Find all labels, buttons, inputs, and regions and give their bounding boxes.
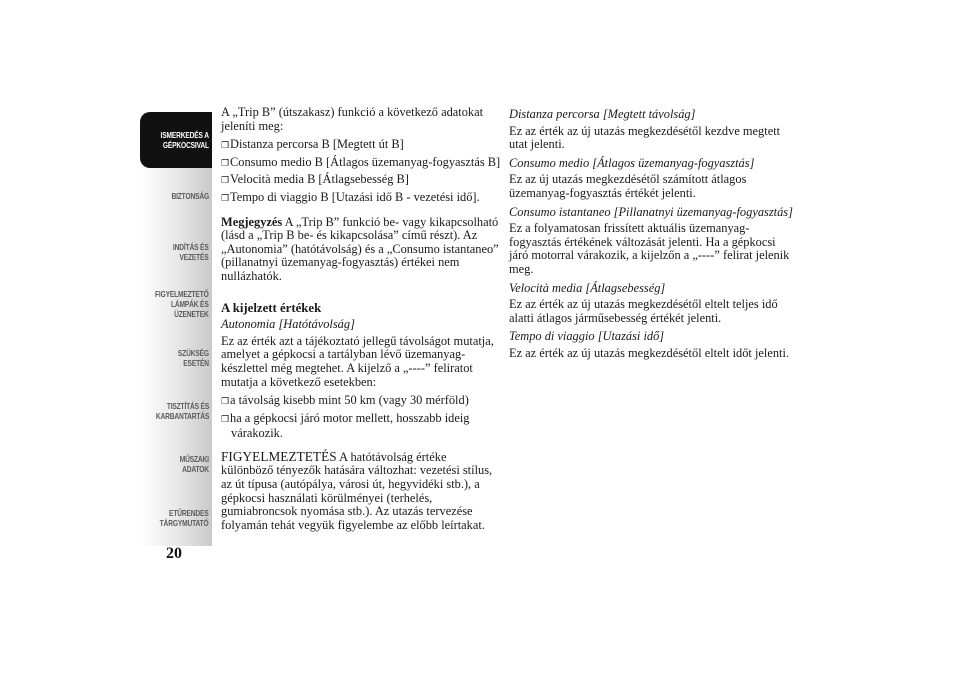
- tab-figyelmezteto[interactable]: [140, 274, 212, 334]
- note-paragraph: [221, 216, 501, 284]
- list-item: [221, 156, 501, 172]
- item-title: Velocità media [Átlagsebesség]: [509, 280, 666, 295]
- list-item: [221, 412, 501, 441]
- tab-inditas[interactable]: [140, 224, 212, 280]
- tab-biztonsag[interactable]: [140, 168, 212, 224]
- tab-label: ISMERKEDÉS A GÉPKOCSIVAL: [160, 130, 209, 150]
- page-number: 20: [166, 545, 182, 562]
- checkbox-bullet-icon: ❒: [221, 414, 230, 425]
- left-column: [221, 106, 501, 532]
- note-label: Megjegyzés: [221, 214, 283, 229]
- tab-ismerkedes[interactable]: [140, 112, 212, 168]
- tab-targymutato[interactable]: [140, 490, 212, 546]
- list-item: [221, 138, 501, 154]
- note-text: A „Trip B” funkció be- vagy kikapcsolható (lásd a „Trip B be- és kikapcsolása” című részt). Az „Autonomia” (hatótávolság) és a „Consumo istantaneo” (pillanatnyi üzemanyag-fogyasztás) értékei nem nullázhatók.: [221, 214, 499, 283]
- checkbox-bullet-icon: ❒: [221, 158, 230, 169]
- tab-szukseg[interactable]: [140, 330, 212, 386]
- list-item-text: Distanza percorsa B [Megtett út B]: [230, 137, 404, 152]
- checkbox-bullet-icon: ❒: [221, 141, 230, 152]
- warning-paragraph: [221, 450, 501, 533]
- item-text: Ez az érték az új utazás megkezdésétől eltelt időt jelenti.: [509, 345, 790, 360]
- item-title: Distanza percorsa [Megtett távolság]: [509, 107, 696, 121]
- item-title: Consumo istantaneo [Pillanatnyi üzemanyag-fogyasztás]: [509, 204, 793, 219]
- tab-label: SZÜKSÉG ESETÉN: [177, 348, 209, 368]
- list-item-text: Consumo medio B [Átlagos üzemanyag-fogyasztás B]: [230, 154, 501, 169]
- list-item: [221, 191, 501, 207]
- tab-tisztitas[interactable]: [140, 383, 212, 439]
- item-text: Ez az érték az új utazás megkezdésétől kezdve megtett utat jelenti.: [509, 123, 781, 152]
- tab-label: BIZTONSÁG: [171, 191, 209, 201]
- checkbox-bullet-icon: ❒: [221, 397, 230, 408]
- item-text: Ez a folyamatosan frissített aktuális üzemanyag-fogyasztás értékének változását jelenti. Ha a gépkocsi járó motorral várakozik, a kijelzőn a „----” felirat jelenik meg.: [509, 221, 790, 276]
- item-title: Consumo medio [Átlagos üzemanyag-fogyasztás]: [509, 155, 755, 170]
- list-item-text: Tempo di viaggio B [Utazási idő B - vezetési idő].: [230, 189, 480, 204]
- section-heading: A kijelzett értékek: [221, 300, 322, 315]
- tab-label: INDÍTÁS ÉS VEZETÉS: [173, 242, 209, 262]
- list-item: [221, 173, 501, 189]
- tab-label: ETŰRENDES TÁRGYMUTATÓ: [160, 508, 209, 528]
- tab-label: MŰSZAKI ADATOK: [179, 454, 209, 474]
- tab-muszaki[interactable]: [140, 436, 212, 492]
- list-item-text: a távolság kisebb mint 50 km (vagy 30 mérföld): [230, 393, 469, 408]
- right-column: [509, 106, 794, 366]
- tab-label: FIGYELMEZTETŐ LÁMPÁK ÉS ÜZENETEK: [155, 289, 209, 319]
- item-text: Ez az érték az új utazás megkezdésétől eltelt teljes idő alatti átlagos járműsebesség értékét jelenti.: [509, 297, 778, 325]
- tab-label: TISZTÍTÁS ÉS KARBANTARTÁS: [155, 401, 209, 421]
- list-item-text: Velocità media B [Átlagsebesség B]: [230, 172, 409, 187]
- intro-text: A „Trip B” (útszakasz) funkció a következő adatokat jeleníti meg:: [221, 105, 484, 133]
- list-item: [221, 394, 501, 410]
- checkbox-bullet-icon: ❒: [221, 176, 230, 187]
- item-text: Ez az új utazás megkezdésétől számított átlagos üzemanyag-fogyasztás értékét jelenti.: [509, 172, 747, 200]
- warning-text: A hatótávolság értéke különböző tényezők hatására változhat: vezetési stílus, az út típusa (autópálya, városi út, hegyvidéki stb.), a gépkocsi használati körülményei (terhelés, gumiabroncsok nyomása stb.). Az utazás tervezése folyamán tehát vegyük figyelembe az előbb leírtakat.: [221, 449, 493, 532]
- checkbox-bullet-icon: ❒: [221, 193, 230, 204]
- item-title: Tempo di viaggio [Utazási idő]: [509, 329, 665, 344]
- autonomia-title: Autonomia [Hatótávolság]: [221, 317, 355, 332]
- warning-label: FIGYELMEZTETÉS: [221, 448, 337, 464]
- list-item-text: ha a gépkocsi járó motor mellett, hosszabb ideig várakozik.: [230, 410, 470, 441]
- autonomia-text: Ez az érték azt a tájékoztató jellegű távolságot mutatja, amelyet a gépkocsi a tartályban lévő üzemanyag-készlettel még megtehet. A kijelző a „----” feliratot mutatja a következő esetekben:: [221, 333, 494, 389]
